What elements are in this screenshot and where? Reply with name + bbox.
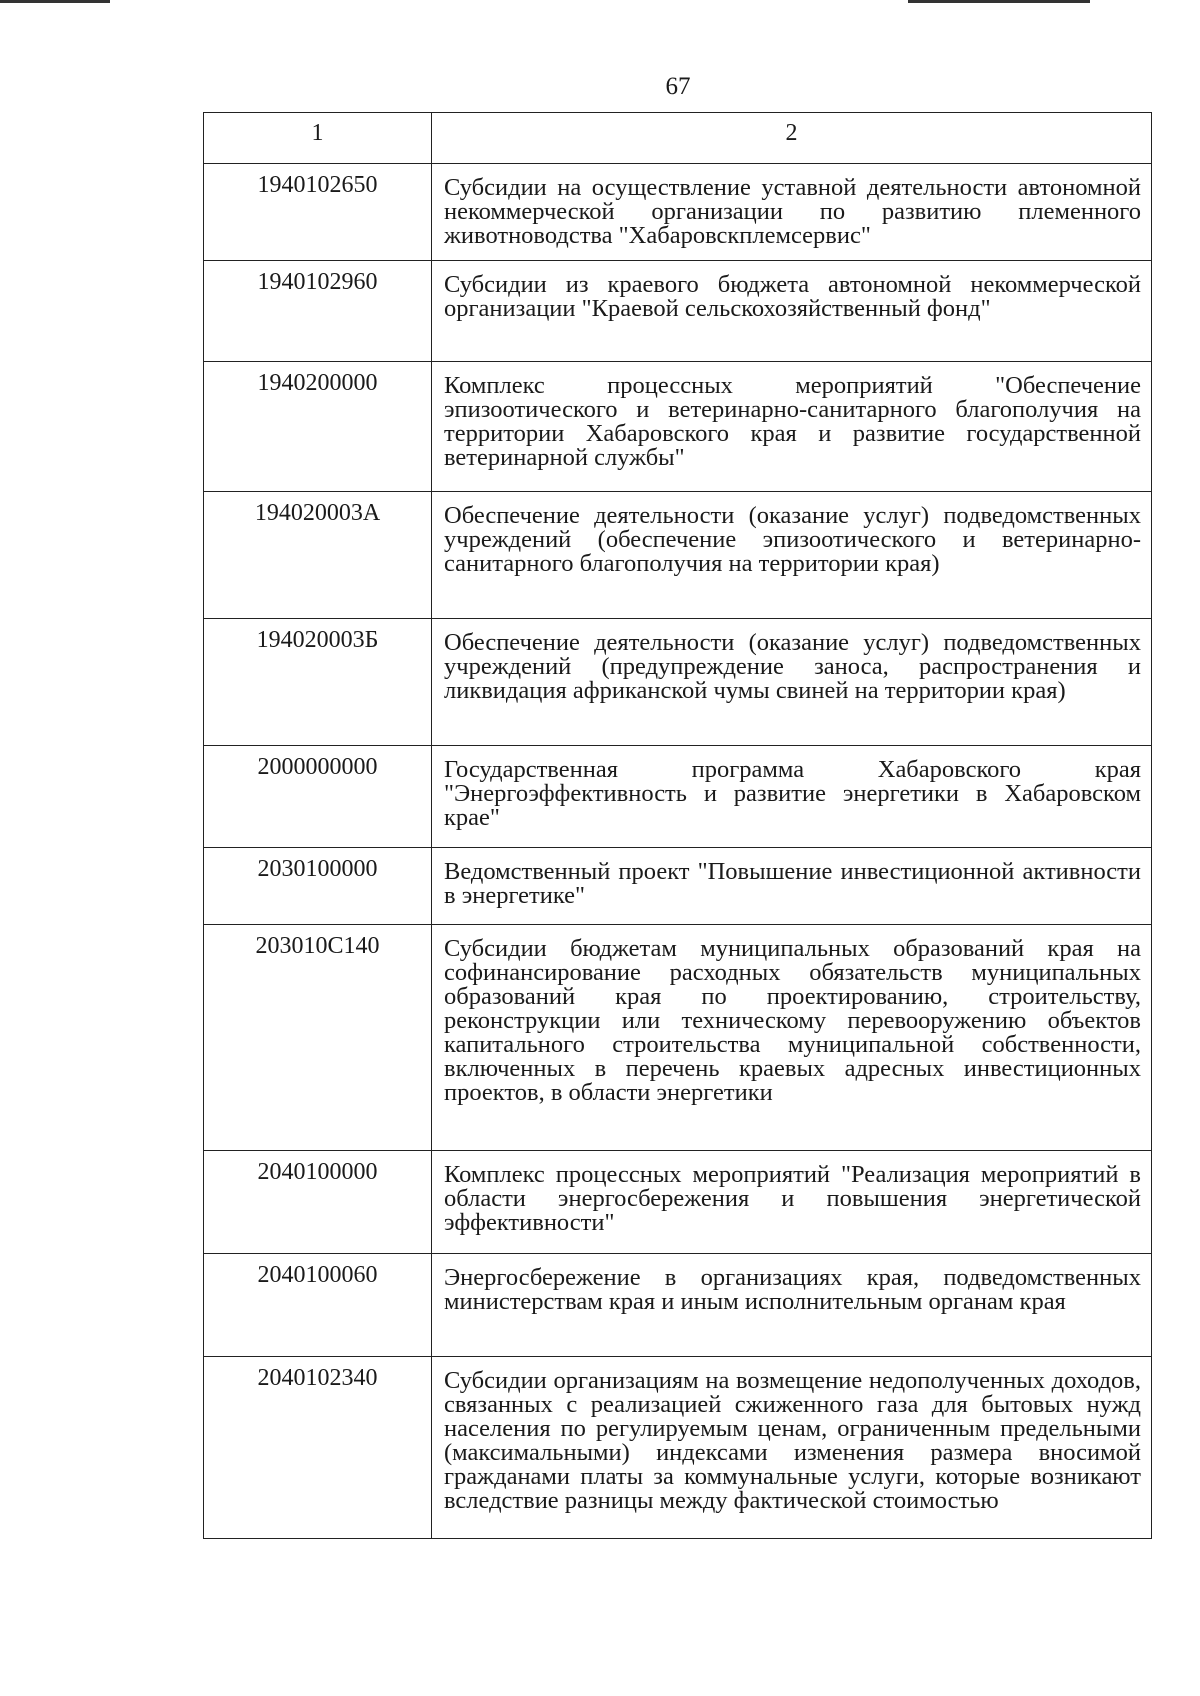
row-code: 2030100000	[204, 848, 432, 925]
table-row	[204, 1254, 1152, 1357]
row-description: Обеспечение деятельности (оказание услуг) подведомственных учреждений (предупреждение заноса, распространения и ликвидация африканской чумы свиней на территории края)	[432, 619, 1152, 746]
scan-edge-mark-right	[908, 0, 1090, 3]
table-row	[204, 1151, 1152, 1254]
table-row	[204, 492, 1152, 619]
column-header-description: 2	[432, 113, 1152, 164]
row-code: 2040100000	[204, 1151, 432, 1254]
row-description: Ведомственный проект "Повышение инвестиционной активности в энергетике"	[432, 848, 1152, 925]
row-description: Субсидии на осуществление уставной деятельности автономной некоммерческой организации по развитию племенного животноводства "Хабаровскплемсервис"	[432, 164, 1152, 261]
row-description: Субсидии организациям на возмещение недополученных доходов, связанных с реализацией сжиженного газа для бытовых нужд населения по регулируемым ценам, ограниченным предельными (максимальными) индексами изменения размера вносимой гражданами платы за коммунальные услуги, которые возникают вследствие разницы между фактической стоимостью	[432, 1357, 1152, 1539]
row-code: 194020003Б	[204, 619, 432, 746]
row-code: 1940200000	[204, 362, 432, 492]
row-code: 1940102650	[204, 164, 432, 261]
table-row	[204, 746, 1152, 848]
row-description: Комплекс процессных мероприятий "Обеспечение эпизоотического и ветеринарно-санитарного благополучия на территории Хабаровского края и развитие государственной ветеринарной службы"	[432, 362, 1152, 492]
row-code: 2040102340	[204, 1357, 432, 1539]
table-row	[204, 619, 1152, 746]
table-row	[204, 164, 1152, 261]
scan-edge-mark-left	[0, 0, 110, 3]
page-number: 67	[665, 73, 691, 100]
row-description: Субсидии из краевого бюджета автономной некоммерческой организации "Краевой сельскохозяйственный фонд"	[432, 261, 1152, 362]
table-header-row	[204, 113, 1152, 164]
row-description: Обеспечение деятельности (оказание услуг) подведомственных учреждений (обеспечение эпизоотического и ветеринарно-санитарного благополучия на территории края)	[432, 492, 1152, 619]
row-description: Субсидии бюджетам муниципальных образований края на софинансирование расходных обязательств муниципальных образований края по проектированию, строительству, реконструкции или техническому перевооружению объектов капитального строительства муниципальной собственности, включенных в перечень краевых адресных инвестиционных проектов, в области энергетики	[432, 925, 1152, 1151]
row-code: 2000000000	[204, 746, 432, 848]
table-row	[204, 261, 1152, 362]
budget-code-table	[203, 112, 1152, 1539]
table-row	[204, 848, 1152, 925]
table-row	[204, 1357, 1152, 1539]
row-description: Комплекс процессных мероприятий "Реализация мероприятий в области энергосбережения и повышения энергетической эффективности"	[432, 1151, 1152, 1254]
row-code: 203010С140	[204, 925, 432, 1151]
row-code: 194020003А	[204, 492, 432, 619]
column-header-code: 1	[204, 113, 432, 164]
row-description: Государственная программа Хабаровского края "Энергоэффективность и развитие энергетики в Хабаровском крае"	[432, 746, 1152, 848]
row-code: 1940102960	[204, 261, 432, 362]
table-row	[204, 925, 1152, 1151]
row-code: 2040100060	[204, 1254, 432, 1357]
table-row	[204, 362, 1152, 492]
row-description: Энергосбережение в организациях края, подведомственных министерствам края и иным исполнительным органам края	[432, 1254, 1152, 1357]
